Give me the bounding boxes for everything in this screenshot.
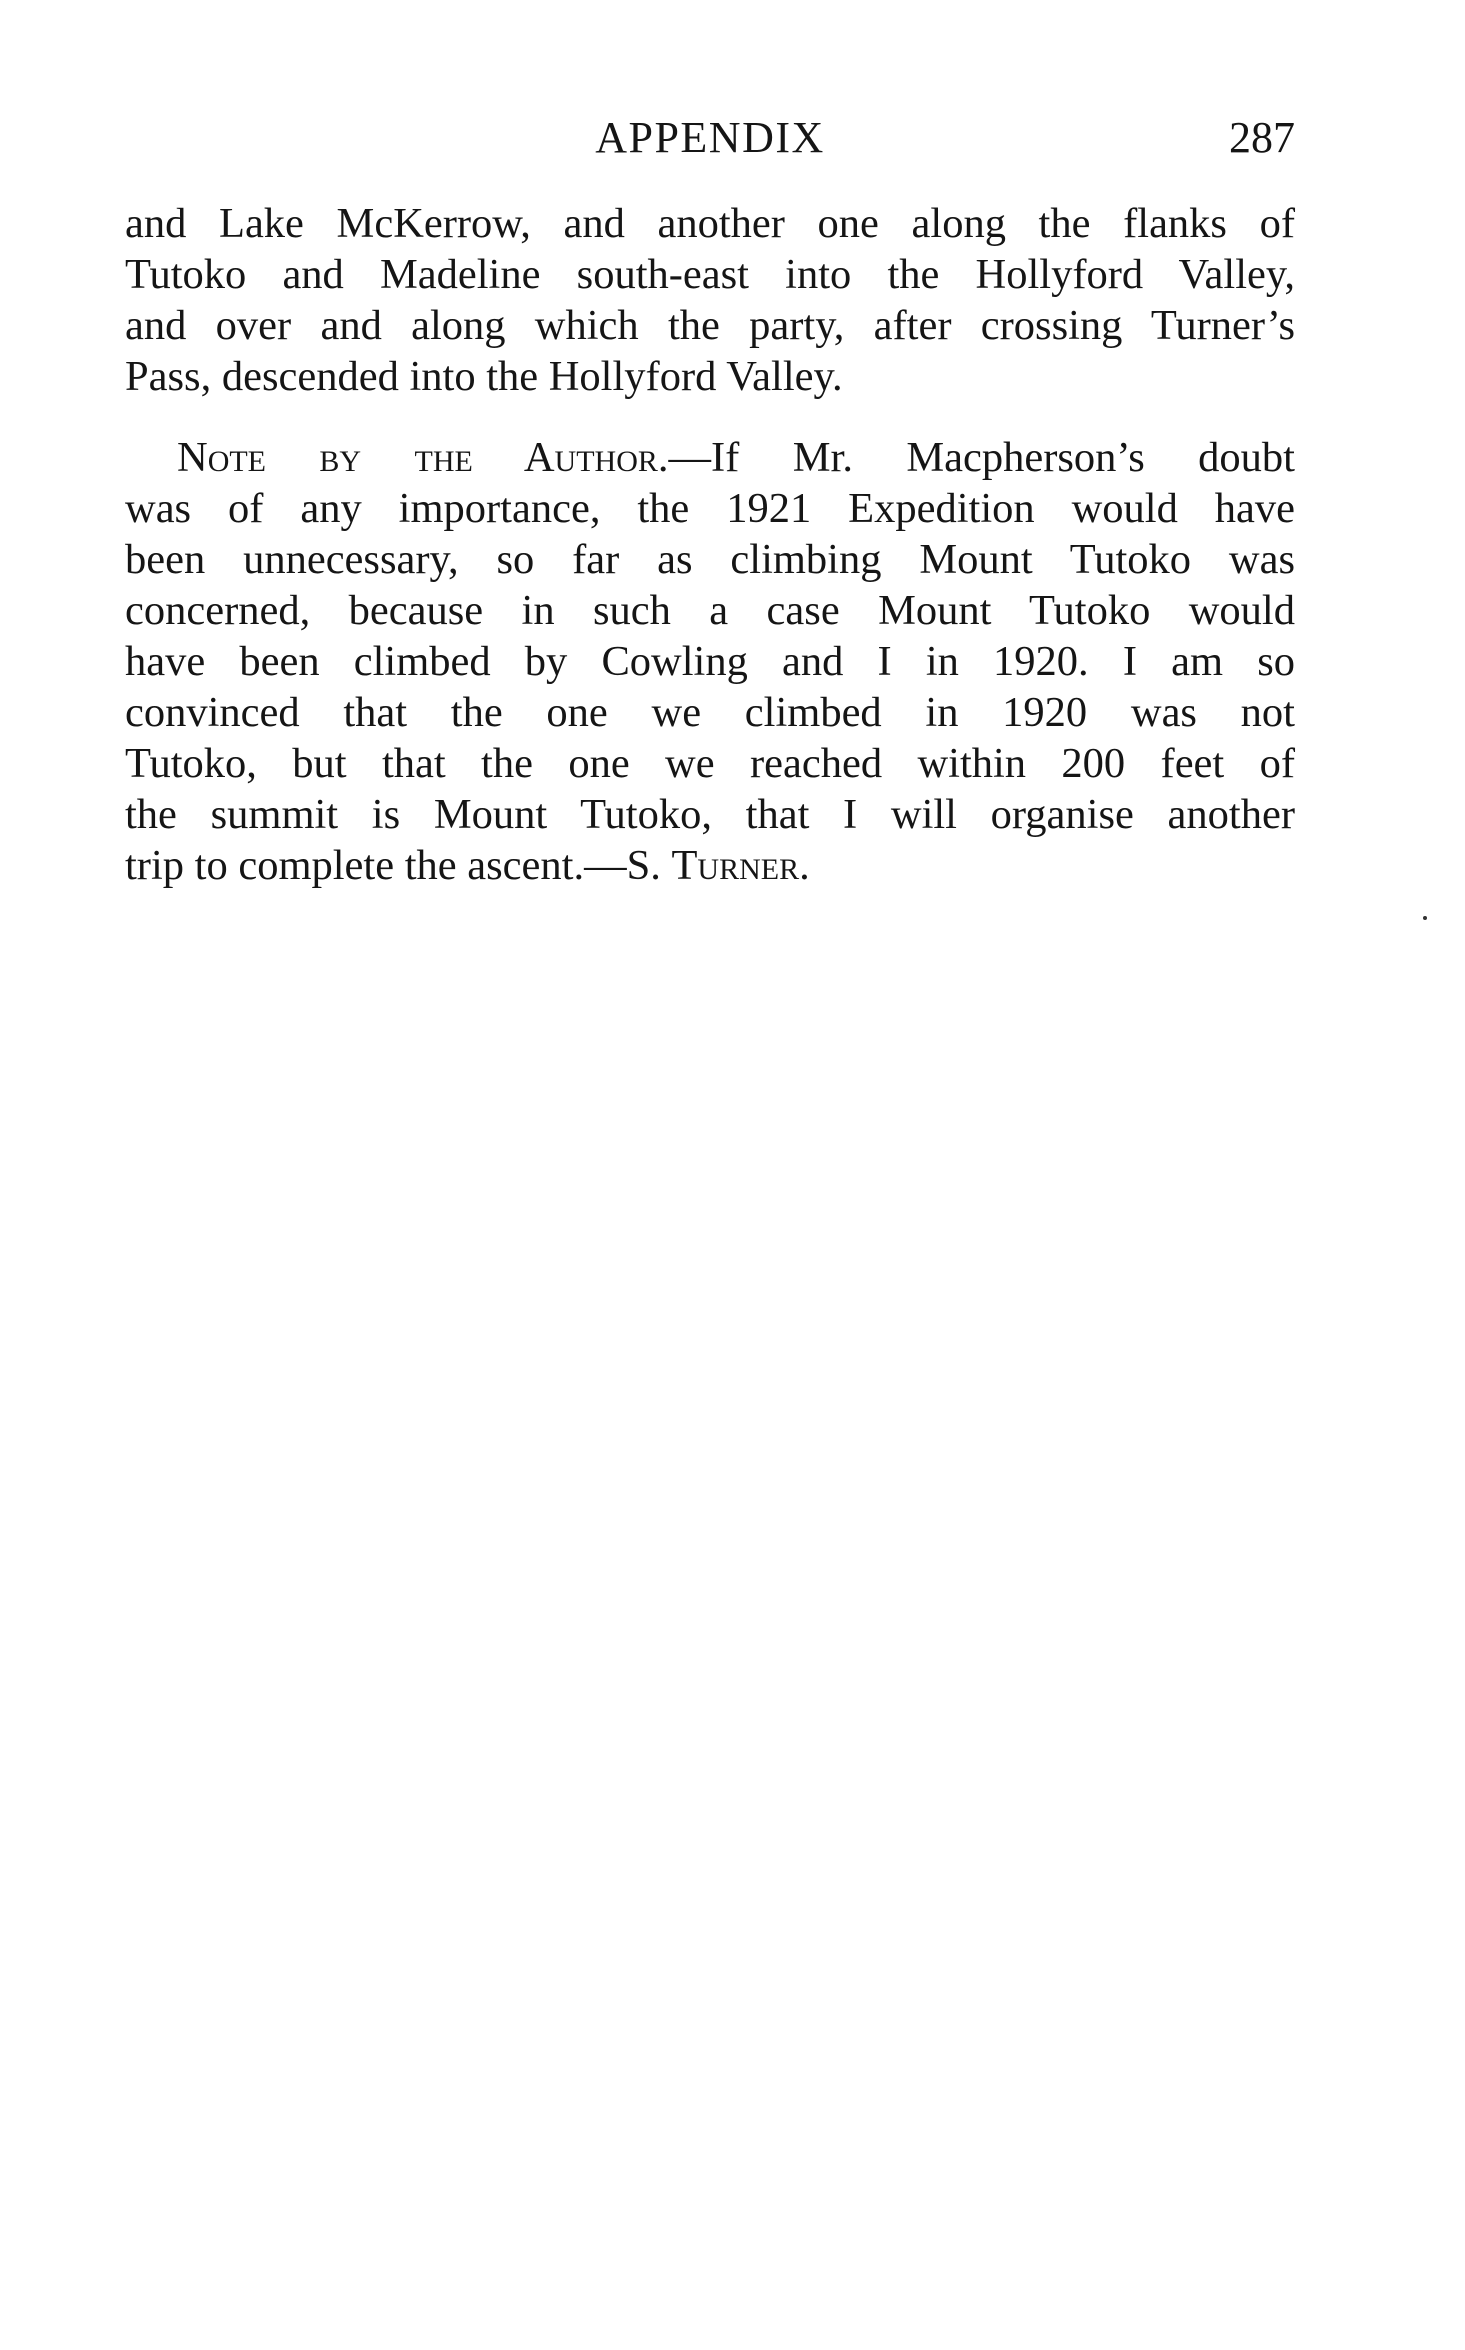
paragraph-gap xyxy=(125,402,1295,432)
body-text xyxy=(125,198,1295,891)
scan-speck xyxy=(1423,916,1427,920)
page-number: 287 xyxy=(1229,113,1295,162)
author-note-paragraph xyxy=(125,432,1295,891)
text-line xyxy=(125,432,1295,483)
text-line: Tutoko and Madeline south-east into the Hollyford Valley, xyxy=(125,251,1295,298)
author-signature: Turner. xyxy=(671,842,810,889)
text-line: was of any importance, the 1921 Expedition would have xyxy=(125,485,1295,532)
text-line xyxy=(125,840,1295,891)
text-line: and Lake McKerrow, and another one along the flanks of xyxy=(125,200,1295,247)
text-line: have been climbed by Cowling and I in 1920. I am so xyxy=(125,638,1295,685)
page-header xyxy=(125,112,1295,172)
text-line: been unnecessary, so far as climbing Mount Tutoko was xyxy=(125,536,1295,583)
text-line: the summit is Mount Tutoko, that I will organise another xyxy=(125,791,1295,838)
note-lead-text: —If Mr. Macpherson’s doubt xyxy=(668,434,1295,481)
text-line: concerned, because in such a case Mount Tutoko would xyxy=(125,587,1295,634)
text-line: Pass, descended into the Hollyford Valley. xyxy=(125,353,843,400)
text-line: Tutoko, but that the one we reached within 200 feet of xyxy=(125,740,1295,787)
note-heading: Note by the Author. xyxy=(177,434,669,481)
text-line: convinced that the one we climbed in 1920 was not xyxy=(125,689,1295,736)
running-title: APPENDIX xyxy=(595,113,825,162)
text-line: and over and along which the party, after crossing Turner’s xyxy=(125,302,1295,349)
paragraph-continuation xyxy=(125,198,1295,402)
final-text: trip to complete the ascent.—S. xyxy=(125,842,672,889)
